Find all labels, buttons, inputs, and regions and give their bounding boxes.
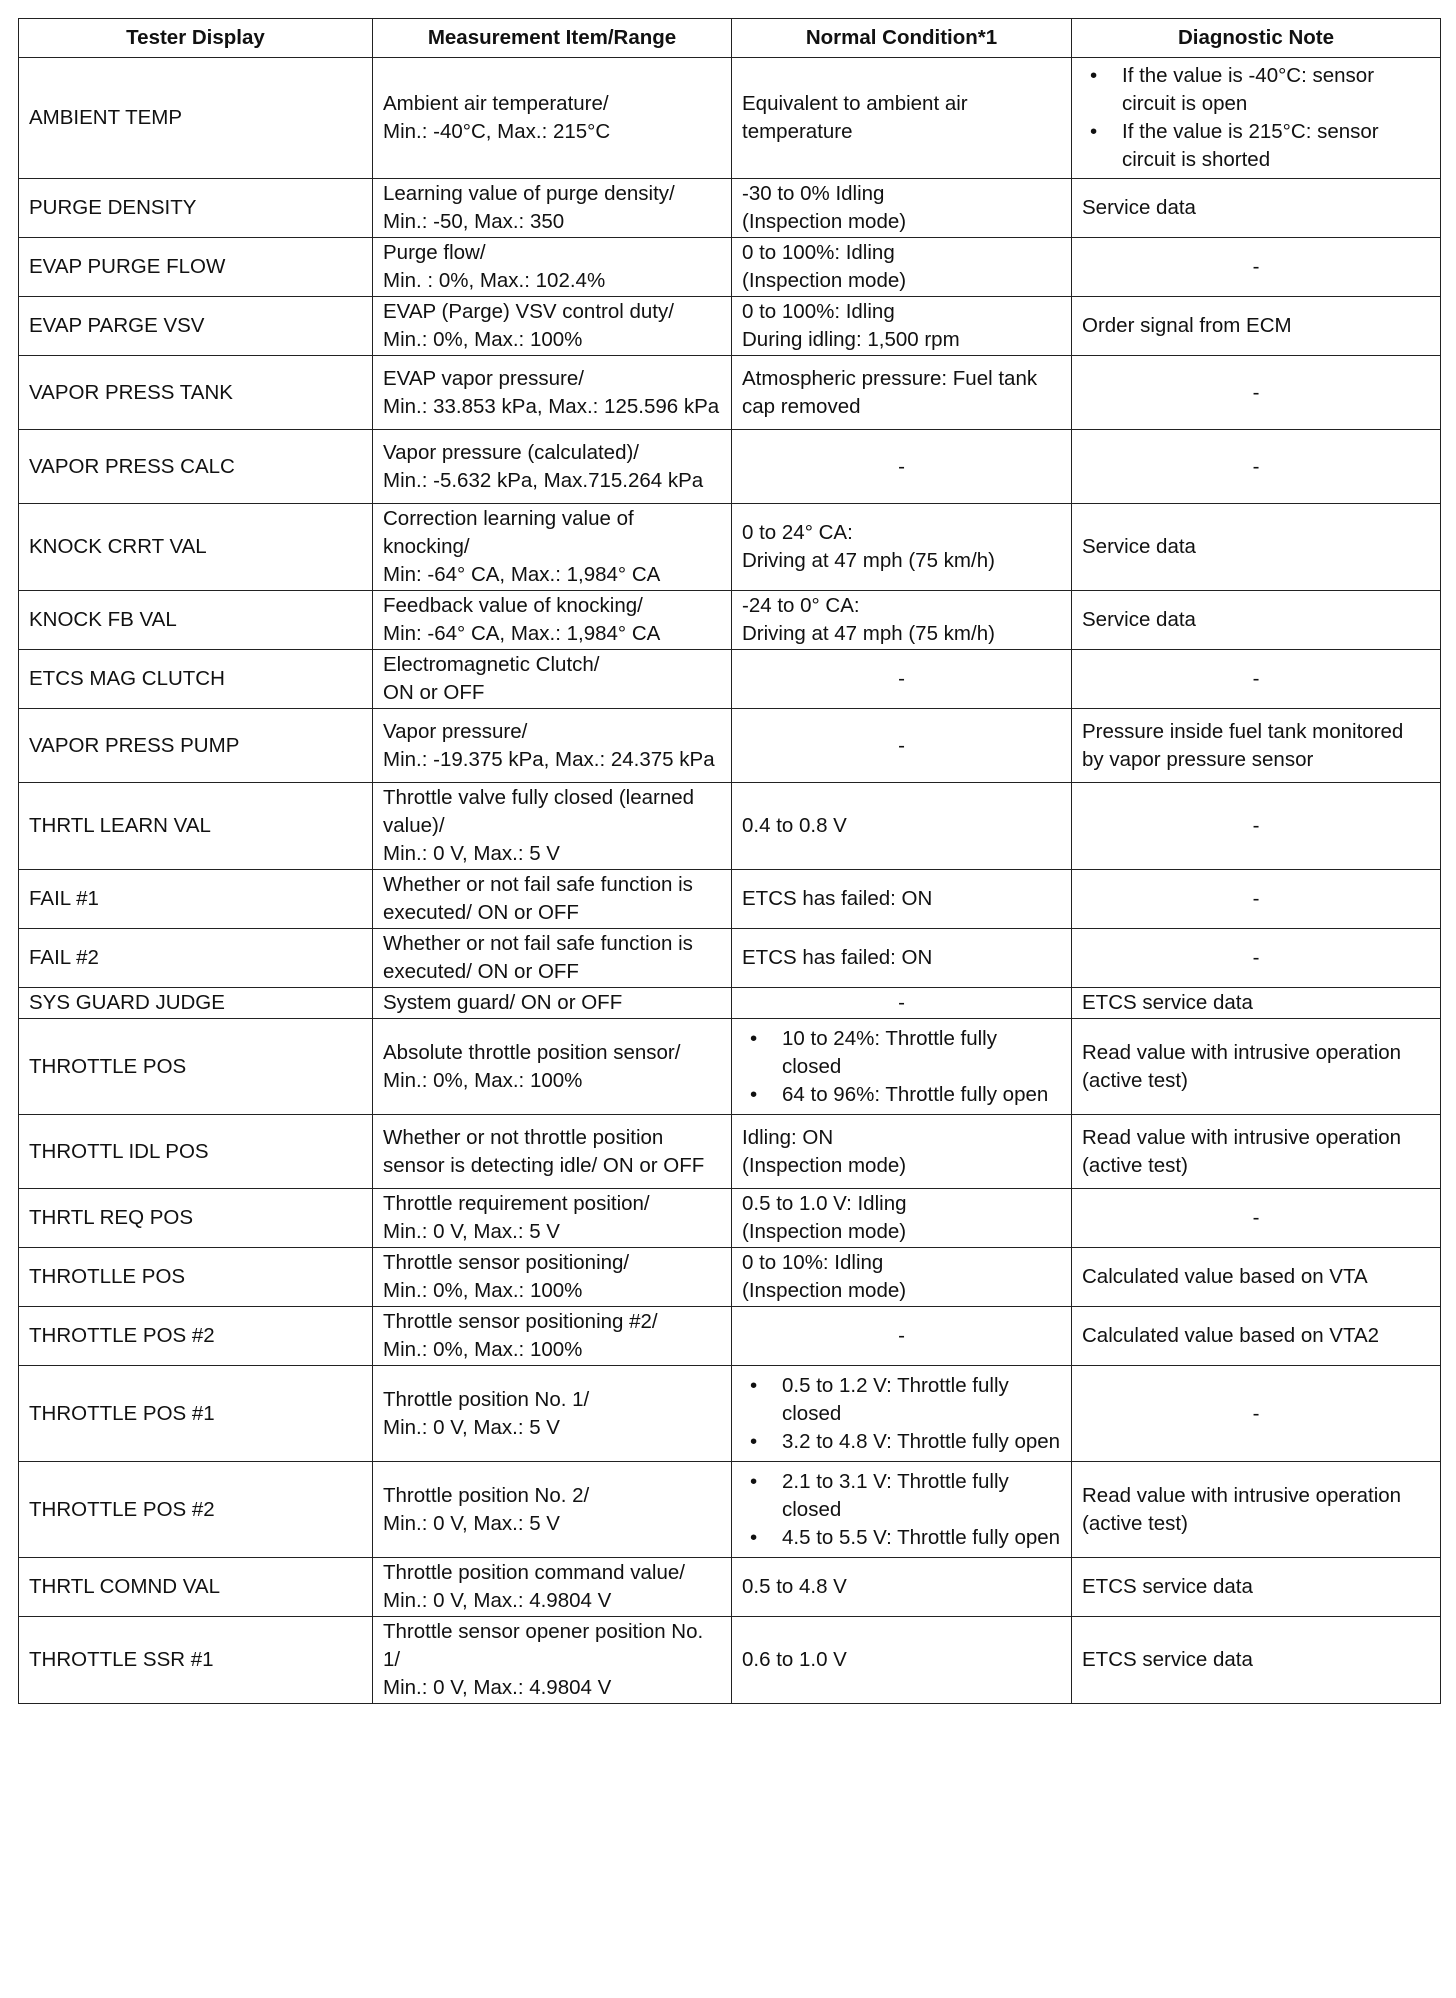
diagnostic-note-cell-text: Order signal from ECM — [1082, 314, 1292, 337]
measurement-cell — [373, 1558, 732, 1617]
measurement-cell — [373, 1019, 732, 1115]
bullet-list — [742, 1468, 1061, 1552]
tester-display-cell-text: THROTTL IDL POS — [29, 1139, 209, 1163]
diagnostic-note-cell — [1072, 650, 1441, 709]
normal-condition-cell-text: - — [898, 454, 905, 478]
tester-display-cell — [19, 179, 373, 238]
measurement-cell — [373, 1115, 732, 1189]
table-row — [19, 504, 1441, 591]
diagnostic-note-cell — [1072, 1617, 1441, 1704]
measurement-cell — [373, 1189, 732, 1248]
bullet-item: • 2.1 to 3.1 V: Throttle fully closed — [742, 1468, 1061, 1524]
normal-condition-cell-text: ETCS has failed: ON — [742, 887, 933, 910]
table-row — [19, 1558, 1441, 1617]
measurement-cell-text: Throttle sensor opener position No. 1/ Min.: 0 V, Max.: 4.9804 V — [383, 1620, 704, 1699]
diagnostic-note-cell-text: Service data — [1082, 196, 1196, 219]
bullet-item: • If the value is 215°C: sensor circuit is shorted — [1082, 118, 1430, 174]
table-row — [19, 1462, 1441, 1558]
tester-data-table — [18, 18, 1441, 1704]
header-measurement-item: Measurement Item/Range — [373, 19, 732, 58]
measurement-cell-text: Whether or not throttle position sensor is detecting idle/ ON or OFF — [383, 1125, 705, 1177]
table-row — [19, 988, 1441, 1019]
normal-condition-cell-text: Equivalent to ambient air temperature — [742, 92, 968, 143]
tester-display-cell-text: EVAP PURGE FLOW — [29, 255, 226, 278]
diagnostic-note-cell-text: Read value with intrusive operation (active test) — [1082, 1483, 1402, 1535]
measurement-cell — [373, 1366, 732, 1462]
tester-display-cell — [19, 783, 373, 870]
measurement-cell — [373, 504, 732, 591]
diagnostic-note-cell — [1072, 709, 1441, 783]
normal-condition-cell-text: Idling: ON (Inspection mode) — [742, 1125, 907, 1177]
tester-display-cell-text: KNOCK FB VAL — [29, 608, 177, 631]
diagnostic-note-cell — [1072, 1248, 1441, 1307]
diagnostic-note-cell — [1072, 504, 1441, 591]
tester-display-cell — [19, 430, 373, 504]
tester-display-cell — [19, 1189, 373, 1248]
tester-display-cell — [19, 709, 373, 783]
tester-display-cell — [19, 988, 373, 1019]
normal-condition-cell — [732, 1189, 1072, 1248]
diagnostic-note-cell — [1072, 238, 1441, 297]
tester-display-cell-text: THRTL REQ POS — [29, 1206, 194, 1229]
diagnostic-note-cell — [1072, 1019, 1441, 1115]
diagnostic-note-cell — [1072, 1366, 1441, 1462]
normal-condition-cell-text: - — [898, 1324, 905, 1347]
diagnostic-note-cell — [1072, 929, 1441, 988]
tester-display-cell-text: SYS GUARD JUDGE — [29, 991, 225, 1014]
tester-display-cell — [19, 1558, 373, 1617]
bullet-item: • 0.5 to 1.2 V: Throttle fully closed — [742, 1372, 1061, 1428]
tester-display-cell — [19, 356, 373, 430]
measurement-cell-text: EVAP (Parge) VSV control duty/ Min.: 0%, Max.: 100% — [383, 300, 674, 351]
normal-condition-cell — [732, 504, 1072, 591]
normal-condition-cell — [732, 1366, 1072, 1462]
normal-condition-cell-text: Atmospheric pressure: Fuel tank cap removed — [742, 366, 1038, 418]
diagnostic-note-cell — [1072, 179, 1441, 238]
measurement-cell-text: Throttle position command value/ Min.: 0 V, Max.: 4.9804 V — [383, 1561, 685, 1612]
header-tester-display: Tester Display — [19, 19, 373, 58]
tester-display-cell — [19, 591, 373, 650]
measurement-cell — [373, 870, 732, 929]
normal-condition-cell — [732, 297, 1072, 356]
normal-condition-cell-text: ETCS has failed: ON — [742, 946, 933, 969]
tester-display-cell-text: VAPOR PRESS TANK — [29, 380, 233, 404]
measurement-cell-text: Throttle valve fully closed (learned value)/ Min.: 0 V, Max.: 5 V — [383, 786, 695, 865]
measurement-cell-text: Throttle requirement position/ Min.: 0 V, Max.: 5 V — [383, 1192, 650, 1243]
bullet-item: • If the value is -40°C: sensor circuit is open — [1082, 62, 1430, 118]
normal-condition-cell — [732, 1019, 1072, 1115]
diagnostic-note-cell-text: Calculated value based on VTA2 — [1082, 1324, 1380, 1347]
diagnostic-note-cell-text: - — [1252, 887, 1260, 910]
normal-condition-cell-text: - — [898, 667, 905, 690]
diagnostic-note-cell — [1072, 1558, 1441, 1617]
normal-condition-cell — [732, 870, 1072, 929]
measurement-cell — [373, 929, 732, 988]
normal-condition-cell — [732, 650, 1072, 709]
measurement-cell — [373, 650, 732, 709]
normal-condition-cell — [732, 1115, 1072, 1189]
measurement-cell-text: Ambient air temperature/ Min.: -40°C, Max.: 215°C — [383, 92, 611, 143]
bullet-item: • 4.5 to 5.5 V: Throttle fully open — [742, 1524, 1061, 1552]
tester-display-cell — [19, 1366, 373, 1462]
diagnostic-note-cell — [1072, 1462, 1441, 1558]
measurement-cell — [373, 1307, 732, 1366]
normal-condition-cell-text: 0 to 100%: Idling (Inspection mode) — [742, 241, 907, 292]
diagnostic-note-cell-text: Service data — [1082, 535, 1196, 558]
tester-display-cell — [19, 870, 373, 929]
header-normal-condition: Normal Condition*1 — [732, 19, 1072, 58]
normal-condition-cell — [732, 783, 1072, 870]
measurement-cell — [373, 430, 732, 504]
bullet-item: • 10 to 24%: Throttle fully closed — [742, 1025, 1061, 1081]
normal-condition-cell — [732, 1617, 1072, 1704]
header-row — [19, 19, 1441, 58]
table-row — [19, 1617, 1441, 1704]
table-row — [19, 58, 1441, 179]
normal-condition-cell — [732, 1248, 1072, 1307]
tester-display-cell-text: FAIL #2 — [29, 946, 99, 969]
measurement-cell — [373, 356, 732, 430]
tester-display-cell — [19, 929, 373, 988]
measurement-cell-text: Throttle sensor positioning #2/ Min.: 0%, Max.: 100% — [383, 1310, 658, 1361]
measurement-cell-text: Throttle position No. 2/ Min.: 0 V, Max.: 5 V — [383, 1483, 590, 1535]
tester-display-cell — [19, 238, 373, 297]
diagnostic-note-cell-text: - — [1252, 814, 1260, 837]
tester-display-cell — [19, 1248, 373, 1307]
measurement-cell-text: Absolute throttle position sensor/ Min.: 0%, Max.: 100% — [383, 1040, 681, 1092]
table-row — [19, 709, 1441, 783]
table-row — [19, 179, 1441, 238]
measurement-cell — [373, 58, 732, 179]
measurement-cell — [373, 709, 732, 783]
tester-display-cell — [19, 650, 373, 709]
normal-condition-cell-text: 0.4 to 0.8 V — [742, 814, 847, 837]
diagnostic-note-cell-text: - — [1252, 946, 1260, 969]
measurement-cell-text: Electromagnetic Clutch/ ON or OFF — [383, 653, 600, 704]
measurement-cell-text: Vapor pressure (calculated)/ Min.: -5.632 kPa, Max.715.264 kPa — [383, 440, 704, 492]
tester-display-cell-text: FAIL #1 — [29, 887, 99, 910]
tester-display-cell-text: PURGE DENSITY — [29, 196, 197, 219]
diagnostic-note-cell — [1072, 1307, 1441, 1366]
tester-display-cell-text: THROTTLE POS — [29, 1054, 187, 1078]
tester-display-cell-text: THRTL LEARN VAL — [29, 814, 211, 837]
measurement-cell-text: Learning value of purge density/ Min.: -50, Max.: 350 — [383, 182, 675, 233]
bullet-list — [1082, 62, 1430, 174]
tester-display-cell — [19, 1462, 373, 1558]
tester-display-cell-text: VAPOR PRESS PUMP — [29, 733, 240, 757]
normal-condition-cell-text: 0 to 24° CA: Driving at 47 mph (75 km/h) — [742, 521, 995, 572]
table-header — [19, 19, 1441, 58]
diagnostic-note-cell — [1072, 783, 1441, 870]
normal-condition-cell-text: 0.5 to 1.0 V: Idling (Inspection mode) — [742, 1192, 907, 1243]
diagnostic-note-cell-text: - — [1252, 1206, 1260, 1229]
measurement-cell-text: Purge flow/ Min. : 0%, Max.: 102.4% — [383, 241, 606, 292]
diagnostic-note-cell-text: Service data — [1082, 608, 1196, 631]
diagnostic-note-cell-text: - — [1252, 1401, 1260, 1425]
diagnostic-note-cell-text: Pressure inside fuel tank monitored by vapor pressure sensor — [1082, 719, 1404, 771]
measurement-cell-text: Whether or not fail safe function is executed/ ON or OFF — [383, 873, 693, 924]
diagnostic-note-cell-text: - — [1252, 454, 1260, 478]
tester-display-cell-text: THROTTLE SSR #1 — [29, 1648, 214, 1671]
table-row — [19, 783, 1441, 870]
table-row — [19, 870, 1441, 929]
normal-condition-cell — [732, 709, 1072, 783]
tester-display-cell-text: ETCS MAG CLUTCH — [29, 667, 225, 690]
measurement-cell — [373, 238, 732, 297]
measurement-cell-text: Vapor pressure/ Min.: -19.375 kPa, Max.: 24.375 kPa — [383, 719, 715, 771]
measurement-cell-text: EVAP vapor pressure/ Min.: 33.853 kPa, Max.: 125.596 kPa — [383, 366, 720, 418]
measurement-cell-text: System guard/ ON or OFF — [383, 991, 623, 1014]
bullet-list — [742, 1025, 1061, 1109]
tester-display-cell-text: THRTL COMND VAL — [29, 1575, 220, 1598]
tester-display-cell — [19, 504, 373, 591]
tester-display-cell-text: AMBIENT TEMP — [29, 106, 183, 129]
measurement-cell — [373, 1248, 732, 1307]
bullet-item: • 64 to 96%: Throttle fully open — [742, 1081, 1061, 1109]
table-row — [19, 238, 1441, 297]
diagnostic-note-cell — [1072, 591, 1441, 650]
table-row — [19, 1019, 1441, 1115]
table-row — [19, 1248, 1441, 1307]
measurement-cell — [373, 783, 732, 870]
tester-display-cell-text: THROTLLE POS — [29, 1265, 186, 1288]
diagnostic-note-cell — [1072, 297, 1441, 356]
diagnostic-note-cell — [1072, 356, 1441, 430]
diagnostic-note-cell-text: - — [1252, 380, 1260, 404]
measurement-cell-text: Feedback value of knocking/ Min: -64° CA, Max.: 1,984° CA — [383, 594, 661, 645]
normal-condition-cell-text: 0.5 to 4.8 V — [742, 1575, 847, 1598]
normal-condition-cell — [732, 1558, 1072, 1617]
normal-condition-cell-text: - — [898, 733, 905, 757]
table-row — [19, 1366, 1441, 1462]
normal-condition-cell — [732, 1307, 1072, 1366]
tester-display-cell — [19, 58, 373, 179]
tester-display-cell — [19, 1617, 373, 1704]
diagnostic-note-cell — [1072, 1115, 1441, 1189]
diagnostic-note-cell-text: ETCS service data — [1082, 1648, 1253, 1671]
tester-display-cell-text: VAPOR PRESS CALC — [29, 454, 235, 478]
diagnostic-note-cell-text: ETCS service data — [1082, 1575, 1253, 1598]
bullet-list — [742, 1372, 1061, 1456]
normal-condition-cell-text: - — [898, 991, 905, 1014]
diagnostic-note-cell — [1072, 988, 1441, 1019]
normal-condition-cell — [732, 356, 1072, 430]
measurement-cell — [373, 297, 732, 356]
diagnostic-note-cell — [1072, 1189, 1441, 1248]
diagnostic-note-cell — [1072, 430, 1441, 504]
table-row — [19, 1307, 1441, 1366]
measurement-cell — [373, 988, 732, 1019]
diagnostic-note-cell-text: Read value with intrusive operation (active test) — [1082, 1125, 1402, 1177]
table-row — [19, 356, 1441, 430]
measurement-cell — [373, 591, 732, 650]
table-row — [19, 591, 1441, 650]
diagnostic-note-cell — [1072, 58, 1441, 179]
diagnostic-note-cell — [1072, 870, 1441, 929]
measurement-cell-text: Whether or not fail safe function is executed/ ON or OFF — [383, 932, 693, 983]
tester-display-cell — [19, 1115, 373, 1189]
normal-condition-cell-text: 0 to 100%: Idling During idling: 1,500 rpm — [742, 300, 960, 351]
measurement-cell — [373, 1617, 732, 1704]
normal-condition-cell — [732, 179, 1072, 238]
measurement-cell-text: Throttle sensor positioning/ Min.: 0%, Max.: 100% — [383, 1251, 630, 1302]
table-body — [19, 58, 1441, 1704]
diagnostic-note-cell-text: Calculated value based on VTA — [1082, 1265, 1368, 1288]
table-row — [19, 430, 1441, 504]
table-row — [19, 297, 1441, 356]
normal-condition-cell — [732, 1462, 1072, 1558]
normal-condition-cell — [732, 58, 1072, 179]
diagnostic-note-cell-text: - — [1252, 667, 1260, 690]
measurement-cell-text: Throttle position No. 1/ Min.: 0 V, Max.: 5 V — [383, 1387, 590, 1439]
table-row — [19, 650, 1441, 709]
normal-condition-cell — [732, 430, 1072, 504]
bullet-item: • 3.2 to 4.8 V: Throttle fully open — [742, 1428, 1061, 1456]
normal-condition-cell-text: -30 to 0% Idling (Inspection mode) — [742, 182, 907, 233]
tester-display-cell-text: THROTTLE POS #1 — [29, 1401, 215, 1425]
measurement-cell — [373, 1462, 732, 1558]
tester-display-cell-text: KNOCK CRRT VAL — [29, 535, 207, 558]
tester-display-cell-text: THROTTLE POS #2 — [29, 1324, 215, 1347]
diagnostic-note-cell-text: Read value with intrusive operation (active test) — [1082, 1040, 1402, 1092]
normal-condition-cell — [732, 238, 1072, 297]
tester-display-cell — [19, 1019, 373, 1115]
tester-display-cell — [19, 297, 373, 356]
normal-condition-cell — [732, 988, 1072, 1019]
diagnostic-note-cell-text: - — [1252, 255, 1260, 278]
header-diagnostic-note: Diagnostic Note — [1072, 19, 1441, 58]
normal-condition-cell-text: 0.6 to 1.0 V — [742, 1648, 847, 1671]
normal-condition-cell-text: -24 to 0° CA: Driving at 47 mph (75 km/h) — [742, 594, 995, 645]
normal-condition-cell — [732, 591, 1072, 650]
measurement-cell — [373, 179, 732, 238]
diagnostic-note-cell-text: ETCS service data — [1082, 991, 1253, 1014]
table-row — [19, 1189, 1441, 1248]
table-row — [19, 929, 1441, 988]
tester-display-cell-text: THROTTLE POS #2 — [29, 1497, 215, 1521]
measurement-cell-text: Correction learning value of knocking/ Min: -64° CA, Max.: 1,984° CA — [383, 507, 661, 586]
normal-condition-cell — [732, 929, 1072, 988]
tester-display-cell-text: EVAP PARGE VSV — [29, 314, 205, 337]
tester-display-cell — [19, 1307, 373, 1366]
table-row — [19, 1115, 1441, 1189]
normal-condition-cell-text: 0 to 10%: Idling (Inspection mode) — [742, 1251, 907, 1302]
